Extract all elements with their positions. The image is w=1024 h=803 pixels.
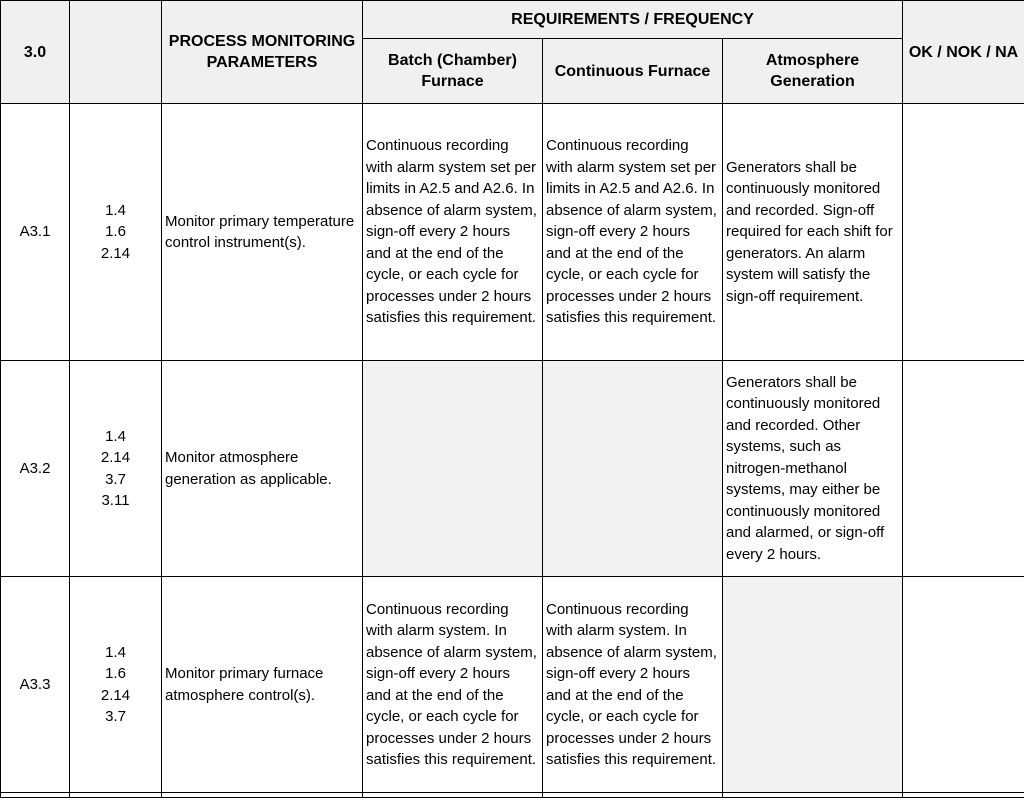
header-row-top	[1, 1, 1024, 39]
row-status-cell[interactable]	[903, 361, 1024, 577]
row-batch-requirement: Continuous recording with alarm system set per limits in A2.5 and A2.6. In absence of alarm system, sign-off every 2 hours and at the end of the cycle, or each cycle for processes under 2 hours satisfies this requirement.	[363, 104, 543, 361]
row-parameter: Monitor atmosphere generation as applicable.	[162, 361, 363, 577]
requirements-header: REQUIREMENTS / FREQUENCY	[363, 1, 903, 39]
row-continuous-requirement: Continuous recording with alarm system. In absence of alarm system, sign-off every 2 hours and at the end of the cycle, or each cycle for processes under 2 hours satisfies this requirement.	[543, 577, 723, 793]
row-status-cell[interactable]	[903, 577, 1024, 793]
table-row	[1, 577, 1024, 793]
table-row	[1, 104, 1024, 361]
row-references: 1.4 1.6 2.14	[70, 104, 162, 361]
tail-cell	[1, 793, 70, 798]
row-continuous-requirement: Continuous recording with alarm system set per limits in A2.5 and A2.6. In absence of alarm system, sign-off every 2 hours and at the end of the cycle, or each cycle for processes under 2 hours satisfies this requirement.	[543, 104, 723, 361]
tail-cell	[162, 793, 363, 798]
row-references: 1.4 1.6 2.14 3.7	[70, 577, 162, 793]
row-id: A3.3	[1, 577, 70, 793]
row-atmosphere-requirement: Generators shall be continuously monitored and recorded. Sign-off required for each shift for generators. An alarm system will satisfy the sign-off requirement.	[723, 104, 903, 361]
tail-cell	[363, 793, 543, 798]
row-atmosphere-requirement	[723, 577, 903, 793]
row-id: A3.1	[1, 104, 70, 361]
row-atmosphere-requirement: Generators shall be continuously monitored and recorded. Other systems, such as nitrogen-methanol systems, may either be continuously monitored and alarmed, or sign-off every 2 hours.	[723, 361, 903, 577]
status-header: OK / NOK / NA	[903, 1, 1024, 104]
atmosphere-generation-header: Atmosphere Generation	[723, 39, 903, 104]
tail-cell	[723, 793, 903, 798]
row-parameter: Monitor primary furnace atmosphere control(s).	[162, 577, 363, 793]
tail-cell	[903, 793, 1024, 798]
row-batch-requirement	[363, 361, 543, 577]
row-continuous-requirement	[543, 361, 723, 577]
parameters-header: PROCESS MONITORING PARAMETERS	[162, 1, 363, 104]
row-batch-requirement: Continuous recording with alarm system. In absence of alarm system, sign-off every 2 hours and at the end of the cycle, or each cycle for processes under 2 hours satisfies this requirement.	[363, 577, 543, 793]
row-parameter: Monitor primary temperature control instrument(s).	[162, 104, 363, 361]
row-status-cell[interactable]	[903, 104, 1024, 361]
continuous-furnace-header: Continuous Furnace	[543, 39, 723, 104]
table-row-tail	[1, 793, 1024, 798]
reference-header	[70, 1, 162, 104]
row-id: A3.2	[1, 361, 70, 577]
section-number-header: 3.0	[1, 1, 70, 104]
tail-cell	[70, 793, 162, 798]
batch-furnace-header: Batch (Chamber) Furnace	[363, 39, 543, 104]
tail-cell	[543, 793, 723, 798]
row-references: 1.4 2.14 3.7 3.11	[70, 361, 162, 577]
table-row	[1, 361, 1024, 577]
